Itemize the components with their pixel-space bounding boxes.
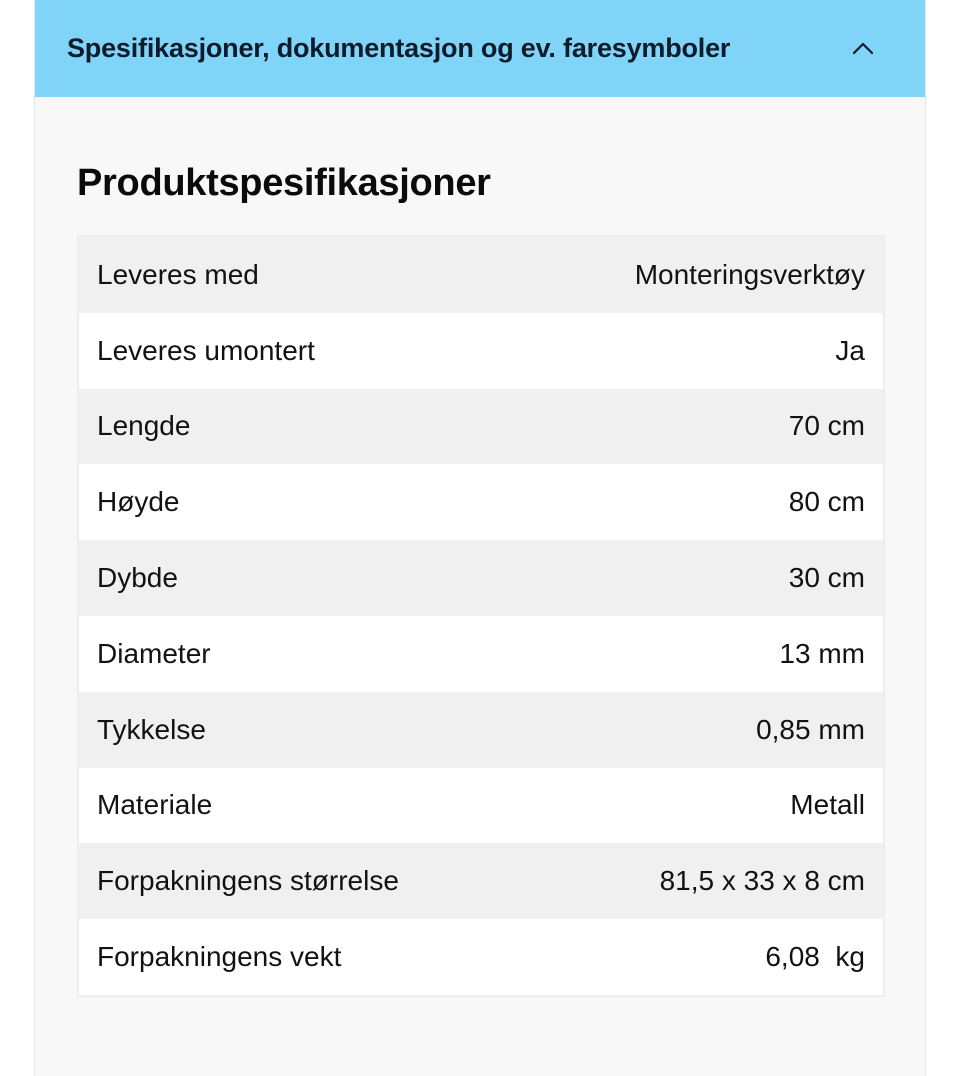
spec-value: 30 cm: [788, 562, 865, 594]
spec-row: [79, 692, 883, 768]
spec-label: Leveres umontert: [97, 334, 315, 366]
spec-value: Metall: [790, 789, 865, 821]
spec-label: Tykkelse: [97, 713, 206, 745]
spec-label: Dybde: [97, 562, 178, 594]
spec-value: 6,08 kg: [765, 941, 865, 973]
spec-value: 81,5 x 33 x 8 cm: [659, 865, 865, 897]
spec-value: 0,85 mm: [756, 713, 865, 745]
spec-row: [79, 616, 883, 692]
spec-label: Diameter: [97, 637, 211, 669]
spec-table: [77, 235, 885, 997]
accordion-header-specifications[interactable]: [35, 0, 925, 97]
chevron-up-icon[interactable]: [851, 37, 875, 61]
spec-row: [79, 843, 883, 919]
spec-row: [79, 237, 883, 313]
spec-value: 13 mm: [779, 637, 865, 669]
spec-row: [79, 540, 883, 616]
spec-row: [79, 919, 883, 995]
spec-label: Forpakningens vekt: [97, 941, 342, 973]
spec-value: 70 cm: [788, 410, 865, 442]
spec-value: 80 cm: [788, 486, 865, 518]
spec-row: [79, 464, 883, 540]
spec-row: [79, 768, 883, 844]
section-title: Produktspesifikasjoner: [77, 162, 491, 204]
spec-value: Ja: [835, 334, 865, 366]
spec-label: Leveres med: [97, 258, 259, 290]
accordion-title: Spesifikasjoner, dokumentasjon og ev. faresymboler: [67, 33, 731, 63]
spec-row: [79, 389, 883, 465]
spec-value: Monteringsverktøy: [634, 258, 865, 290]
spec-row: [79, 313, 883, 389]
spec-label: Lengde: [97, 410, 191, 442]
spec-panel: [34, 0, 926, 1076]
spec-label: Høyde: [97, 486, 180, 518]
spec-label: Materiale: [97, 789, 213, 821]
spec-label: Forpakningens størrelse: [97, 865, 399, 897]
